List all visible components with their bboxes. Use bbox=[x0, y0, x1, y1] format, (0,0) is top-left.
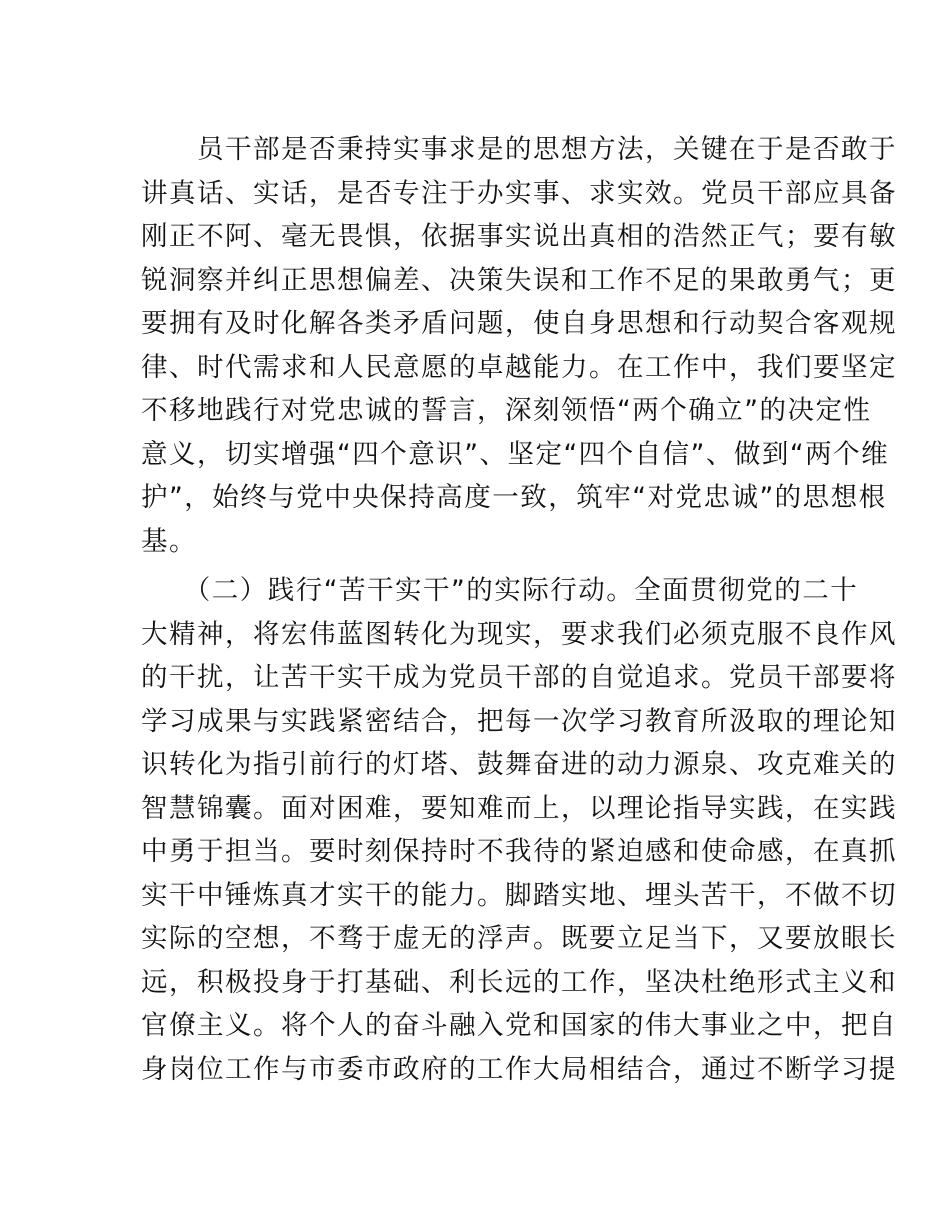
text-line: 智慧锦囊。面对困难，要知难而上，以理论指导实践，在实践 bbox=[141, 792, 897, 824]
text-line: 的干扰，让苦干实干成为党员干部的自觉追求。党员干部要将 bbox=[141, 662, 897, 693]
text-line: 实际的空想，不骛于虚无的浮声。既要立足当下，又要放眼长 bbox=[141, 923, 897, 954]
text-line: 要拥有及时化解各类矛盾问题，使自身思想和行动契合客观规 bbox=[141, 308, 897, 339]
text-line: 实干中锤炼真才实干的能力。脚踏实地、埋头苦干，不做不切 bbox=[141, 879, 897, 911]
text-line: 员干部是否秉持实事求是的思想方法，关键在于是否敢于 bbox=[141, 134, 897, 165]
text-line: 讲真话、实话，是否专注于办实事、求实效。党员干部应具备 bbox=[141, 177, 897, 209]
text-line: 中勇于担当。要时刻保持时不我待的紧迫感和使命感，在真抓 bbox=[141, 836, 897, 867]
text-line: 远，积极投身于打基础、利长远的工作，坚决杜绝形式主义和 bbox=[141, 966, 897, 998]
text-line: 意义，切实增强“四个意识”、坚定“四个自信”、做到“两个维 bbox=[141, 438, 890, 470]
text-line: 不移地践行对党忠诚的誓言，深刻领悟“两个确立”的决定性 bbox=[141, 395, 872, 426]
text-line: 护”，始终与党中央保持高度一致，筑牢“对党忠诚”的思想根 bbox=[141, 482, 887, 513]
text-line: 刚正不阿、毫无畏惧，依据事实说出真相的浩然正气；要有敏 bbox=[141, 221, 897, 252]
text-line: 大精神，将宏伟蓝图转化为现实，要求我们必须克服不良作风 bbox=[141, 618, 897, 650]
text-line: 识转化为指引前行的灯塔、鼓舞奋进的动力源泉、攻克难关的 bbox=[141, 749, 897, 780]
text-line: 身岗位工作与市委市政府的工作大局相结合，通过不断学习提 bbox=[141, 1053, 897, 1085]
text-line: 学习成果与实践紧密结合，把每一次学习教育所汲取的理论知 bbox=[141, 705, 897, 737]
text-line: 锐洞察并纠正思想偏差、决策失误和工作不足的果敢勇气；更 bbox=[141, 264, 897, 296]
text-line: 基。 bbox=[141, 525, 197, 557]
text-line: 官僚主义。将个人的奋斗融入党和国家的伟大事业之中，把自 bbox=[141, 1010, 897, 1041]
section-heading-line: （二）践行“苦干实干”的实际行动。全面贯彻党的二十 bbox=[141, 575, 859, 606]
text-line: 律、时代需求和人民意愿的卓越能力。在工作中，我们要坚定 bbox=[141, 351, 897, 383]
